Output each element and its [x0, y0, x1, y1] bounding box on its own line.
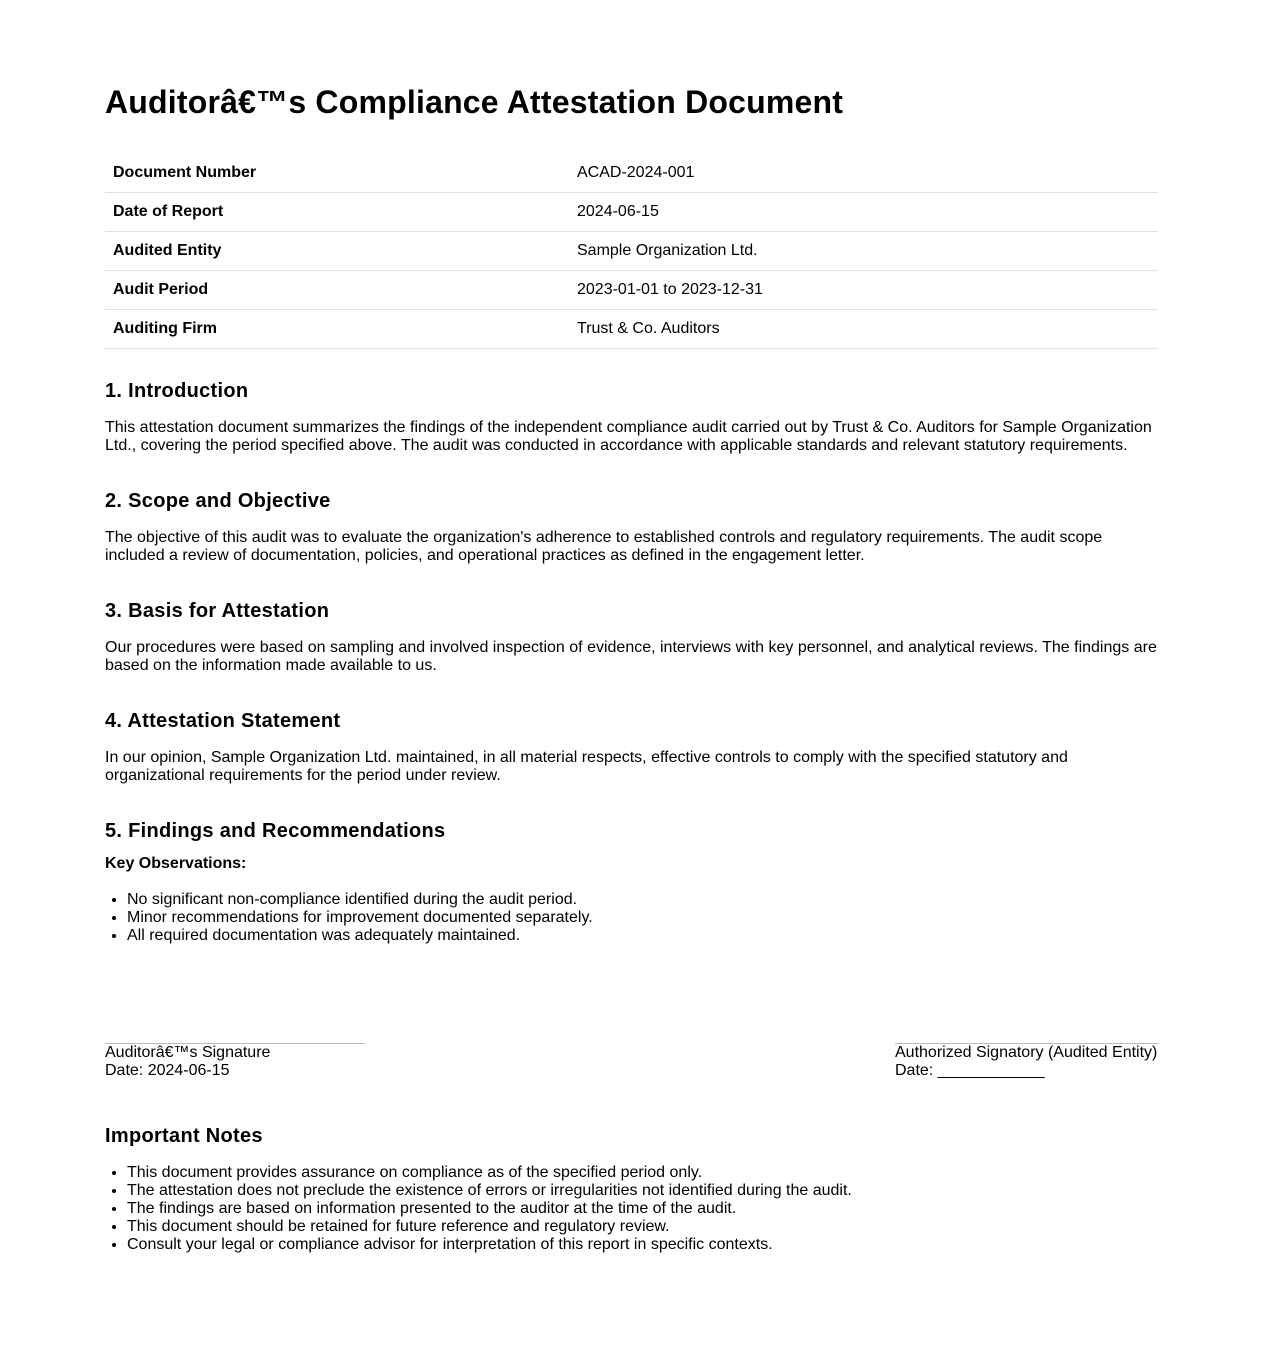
signature-area: [105, 1043, 1158, 1080]
meta-label: Audit Period: [105, 271, 569, 310]
list-item: • No significant non-compliance identified during the audit period.: [127, 891, 1158, 909]
meta-label: Document Number: [105, 154, 569, 193]
meta-value: ACAD-2024-001: [569, 154, 1158, 193]
section-heading: 2. Scope and Objective: [105, 490, 331, 512]
entity-signature-block: [895, 1043, 1158, 1080]
signature-role: Authorized Signatory (Audited Entity): [895, 1044, 1158, 1061]
list-item: • The findings are based on information presented to the auditor at the time of the audit.: [127, 1200, 1158, 1218]
list-item: • Minor recommendations for improvement documented separately.: [127, 909, 1158, 927]
section-heading: Important Notes: [105, 1125, 263, 1147]
important-notes-section: [105, 1122, 1158, 1254]
meta-label: Audited Entity: [105, 232, 569, 271]
meta-value: 2024-06-15: [569, 193, 1158, 232]
list-item: • This document should be retained for future reference and regulatory review.: [127, 1218, 1158, 1236]
table-row: [105, 232, 1158, 271]
section-paragraph: Our procedures were based on sampling and involved inspection of evidence, interviews with key personnel, and analytical reviews. The findings are based on the information made available to us.: [105, 639, 1157, 674]
document-title: Auditorâ€™s Compliance Attestation Document: [105, 84, 844, 120]
key-observations-heading: Key Observations:: [105, 855, 247, 872]
document-page: [105, 0, 1158, 1254]
meta-value: Sample Organization Ltd.: [569, 232, 1158, 271]
section-paragraph: This attestation document summarizes the findings of the independent compliance audit carried out by Trust & Co. Auditors for Sample Organization Ltd., covering the period specified above. The audit was conducted in accordance with applicable standards and relevant statutory requirements.: [105, 419, 1152, 454]
section-paragraph: The objective of this audit was to evaluate the organization's adherence to established controls and regulatory requirements. The audit scope included a review of documentation, policies, and operational practices as defined in the engagement letter.: [105, 529, 1103, 564]
section-scope-objective: [105, 487, 1158, 565]
section-paragraph: In our opinion, Sample Organization Ltd. maintained, in all material respects, effective controls to comply with the specified statutory and organizational requirements for the period under review.: [105, 749, 1068, 784]
list-item: • This document provides assurance on compliance as of the specified period only.: [127, 1164, 1158, 1182]
section-heading: 4. Attestation Statement: [105, 710, 341, 732]
table-row: [105, 154, 1158, 193]
table-row: [105, 310, 1158, 349]
auditor-signature-block: [105, 1043, 365, 1080]
meta-value: 2023-01-01 to 2023-12-31: [569, 271, 1158, 310]
signature-date: Date: ____________: [895, 1062, 1045, 1079]
meta-label: Auditing Firm: [105, 310, 569, 349]
meta-label: Date of Report: [105, 193, 569, 232]
section-heading: 3. Basis for Attestation: [105, 600, 330, 622]
section-attestation-statement: [105, 707, 1158, 785]
list-item: • The attestation does not preclude the existence of errors or irregularities not identified during the audit.: [127, 1182, 1158, 1200]
section-basis-attestation: [105, 597, 1158, 675]
list-item: • Consult your legal or compliance advisor for interpretation of this report in specific contexts.: [127, 1236, 1158, 1254]
meta-value: Trust & Co. Auditors: [569, 310, 1158, 349]
document-metadata-table: [105, 154, 1158, 349]
section-findings: [105, 817, 1158, 945]
signature-date: Date: 2024-06-15: [105, 1062, 230, 1079]
section-introduction: [105, 377, 1158, 455]
table-row: [105, 193, 1158, 232]
notes-list: [105, 1164, 1158, 1254]
section-heading: 5. Findings and Recommendations: [105, 820, 446, 842]
signature-role: Auditorâ€™s Signature: [105, 1044, 271, 1061]
section-heading: 1. Introduction: [105, 380, 249, 402]
table-row: [105, 271, 1158, 310]
list-item: • All required documentation was adequately maintained.: [127, 927, 1158, 945]
observations-list: [105, 891, 1158, 945]
